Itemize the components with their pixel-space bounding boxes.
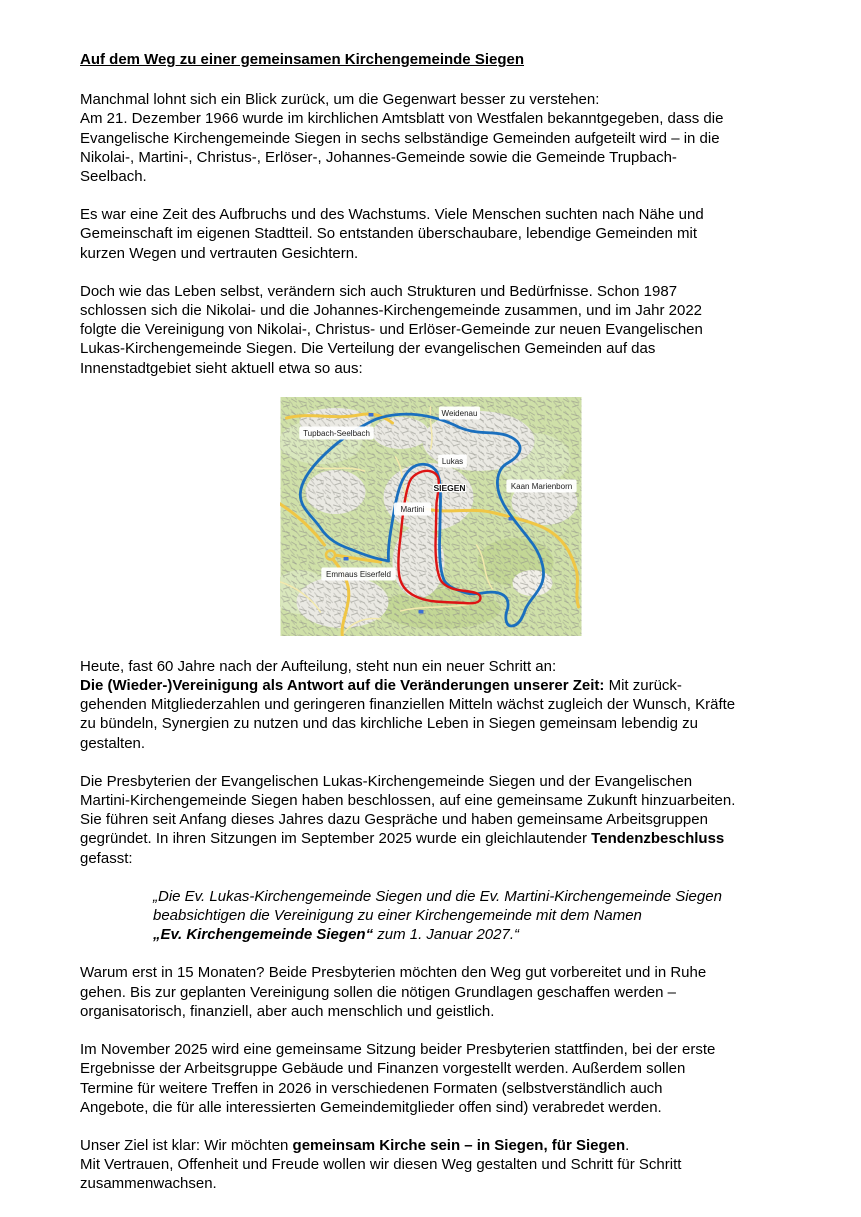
bold-text-segment: „Ev. Kirchengemeinde Siegen“: [153, 926, 374, 944]
text-segment: organisatorisch, finanziell, aber auch menschlich und geistlich.: [80, 1002, 495, 1020]
svg-text:Martini: Martini: [400, 504, 425, 514]
text-segment: Sie führen seit Anfang dieses Jahres dazu Gespräche und haben gemeinsame Arbeitsgruppen: [80, 811, 708, 829]
map-label: [394, 502, 431, 515]
document-title: Auf dem Weg zu einer gemeinsamen Kirchengemeinde Siegen: [80, 51, 525, 68]
svg-text:Tupbach-Seelbach: Tupbach-Seelbach: [303, 428, 370, 438]
text-segment: Nikolai-, Martini-, Christus-, Erlöser-, Johannes-Gemeinde sowie die Gemeinde Trupbach-: [80, 148, 677, 166]
paragraph: [80, 282, 783, 378]
text-segment: Im November 2025 wird eine gemeinsame Sitzung beider Presbyterien stattfinden, bei der erste: [80, 1041, 716, 1059]
map-figure: [280, 397, 582, 636]
text-line: [80, 1002, 783, 1021]
text-segment: schlossen sich die Nikolai- und die Johannes-Kirchengemeinde zusammen, und im Jahr 2022: [80, 302, 703, 320]
text-line: [80, 1079, 783, 1098]
text-segment: Evangelische Kirchengemeinde Siegen in sechs selbständige Gemeinden aufgeteilt wird – in die: [80, 129, 720, 147]
text-line: [80, 1059, 783, 1078]
map-label: [299, 426, 373, 439]
map-label: [439, 406, 480, 419]
text-line: [80, 282, 783, 301]
text-line: [80, 1136, 783, 1155]
text-line: [80, 224, 783, 243]
paragraph: [80, 657, 783, 753]
text-segment: Mit zurück-: [604, 677, 682, 695]
text-segment: Martini-Kirchengemeinde Siegen haben beschlossen, auf eine gemeinsame Zukunft hinzuarbeiten.: [80, 792, 736, 810]
text-line: [80, 148, 783, 167]
text-segment: beabsichtigen die Vereinigung zu einer Kirchengemeinde mit dem Namen: [153, 907, 642, 925]
text-line: [80, 791, 783, 810]
text-segment: Die Presbyterien der Evangelischen Lukas-Kirchengemeinde Siegen und der Evangelischen: [80, 772, 693, 790]
paragraph: [80, 205, 783, 263]
quote-paragraph: [153, 887, 783, 945]
bold-text-segment: Tendenzbeschluss: [591, 830, 725, 848]
text-line: [153, 887, 783, 906]
text-segment: gegründet. In ihren Sitzungen im September 2025 wurde ein gleichlautender: [80, 830, 592, 848]
text-segment: zu bündeln, Synergien zu nutzen und das kirchliche Leben in Siegen gemeinsam lebendig zu: [80, 715, 698, 733]
paragraph: [80, 1040, 783, 1117]
map-label: [321, 567, 395, 580]
text-segment: folgte die Vereinigung von Nikolai-, Christus- und Erlöser-Gemeinde zur neuen Evangelischen: [80, 321, 703, 339]
text-segment: .: [625, 1136, 630, 1154]
text-line: [80, 734, 783, 753]
text-line: [80, 849, 783, 868]
text-segment: Termine für weitere Treffen in 2026 in verschiedenen Formaten (selbstverständlich auch: [80, 1079, 663, 1097]
svg-text:Emmaus Eiserfeld: Emmaus Eiserfeld: [326, 569, 391, 579]
text-segment: Unser Ziel ist klar: Wir möchten: [80, 1136, 293, 1154]
text-segment: „Die Ev. Lukas-Kirchengemeinde Siegen und die Ev. Martini-Kirchengemeinde Siegen: [153, 887, 722, 905]
text-segment: Mit Vertrauen, Offenheit und Freude wollen wir diesen Weg gestalten und Schritt für Schritt: [80, 1156, 682, 1174]
svg-text:SIEGEN: SIEGEN: [433, 482, 466, 493]
text-line: [80, 90, 783, 109]
text-line: [80, 829, 783, 848]
text-before-map: [80, 90, 783, 378]
text-segment: gehenden Mitgliederzahlen und geringeren finanziellen Mitteln wächst zugleich der Wunsch, Kräfte: [80, 696, 736, 714]
text-segment: Seelbach.: [80, 168, 147, 186]
text-segment: Gemeinschaft im eigenen Stadtteil. So entstanden überschaubare, lebendige Gemeinden mit: [80, 225, 698, 243]
text-segment: Heute, fast 60 Jahre nach der Aufteilung, steht nun ein neuer Schritt an:: [80, 657, 557, 675]
text-line: [80, 320, 783, 339]
text-line: [80, 109, 783, 128]
text-line: [80, 359, 783, 378]
text-line: [80, 301, 783, 320]
text-segment: Warum erst in 15 Monaten? Beide Presbyterien möchten den Weg gut vorbereitet und in Ruhe: [80, 964, 707, 982]
text-line: [80, 695, 783, 714]
paragraph: [80, 1136, 783, 1194]
text-line: [80, 676, 783, 695]
text-segment: gefasst:: [80, 849, 133, 867]
text-line: [80, 1098, 783, 1117]
text-line: [80, 963, 783, 982]
text-line: [80, 714, 783, 733]
map-label: [506, 479, 576, 492]
text-line: [153, 906, 783, 925]
text-segment: Innenstadtgebiet sieht aktuell etwa so aus:: [80, 359, 363, 377]
text-segment: Ergebnisse der Arbeitsgruppe Gebäude und Finanzen vorgestellt werden. Außerdem sollen: [80, 1060, 686, 1078]
paragraph: [80, 963, 783, 1021]
text-line: [80, 129, 783, 148]
text-line: [80, 772, 783, 791]
text-segment: gestalten.: [80, 734, 146, 752]
text-segment: gehen. Bis zur geplanten Vereinigung sollen die nötigen Grundlagen geschaffen werden –: [80, 983, 676, 1001]
svg-text:Kaan Marienborn: Kaan Marienborn: [510, 481, 573, 491]
text-line: [80, 1155, 783, 1174]
text-line: [80, 1040, 783, 1059]
text-segment: zum 1. Januar 2027.“: [373, 926, 519, 944]
text-line: [80, 167, 783, 186]
text-segment: Doch wie das Leben selbst, verändern sich auch Strukturen und Bedürfnisse. Schon 1987: [80, 282, 678, 300]
text-line: [80, 657, 783, 676]
bold-text-segment: Die (Wieder-)Vereinigung als Antwort auf die Veränderungen unserer Zeit:: [80, 677, 605, 695]
map-image: [280, 397, 582, 636]
text-line: [153, 925, 783, 944]
text-line: [80, 810, 783, 829]
bold-text-segment: gemeinsam Kirche sein – in Siegen, für Siegen: [292, 1136, 626, 1154]
text-segment: Am 21. Dezember 1966 wurde im kirchlichen Amtsblatt von Westfalen bekanntgegeben, dass die: [80, 110, 724, 128]
text-line: [80, 983, 783, 1002]
text-after-map: [80, 657, 783, 1194]
text-segment: Angebote, die für alle interessierten Gemeindemitglieder offen sind) verabredet werden.: [80, 1098, 662, 1116]
map-label: [433, 483, 465, 493]
text-segment: zusammenwachsen.: [80, 1175, 217, 1193]
map-label: [438, 454, 467, 467]
text-segment: kurzen Wegen und vertrauten Gesichtern.: [80, 244, 359, 262]
text-segment: Lukas-Kirchengemeinde Siegen. Die Verteilung der evangelischen Gemeinden auf das: [80, 340, 656, 358]
text-line: [80, 1174, 783, 1193]
paragraph: [80, 772, 783, 868]
svg-text:Lukas: Lukas: [441, 456, 464, 466]
paragraph: [80, 90, 783, 186]
text-line: [80, 205, 783, 224]
text-segment: Manchmal lohnt sich ein Blick zurück, um die Gegenwart besser zu verstehen:: [80, 91, 600, 109]
text-line: [80, 244, 783, 263]
text-segment: Es war eine Zeit des Aufbruchs und des Wachstums. Viele Menschen suchten nach Nähe und: [80, 206, 704, 224]
svg-text:Weidenau: Weidenau: [441, 408, 478, 418]
text-line: [80, 339, 783, 358]
